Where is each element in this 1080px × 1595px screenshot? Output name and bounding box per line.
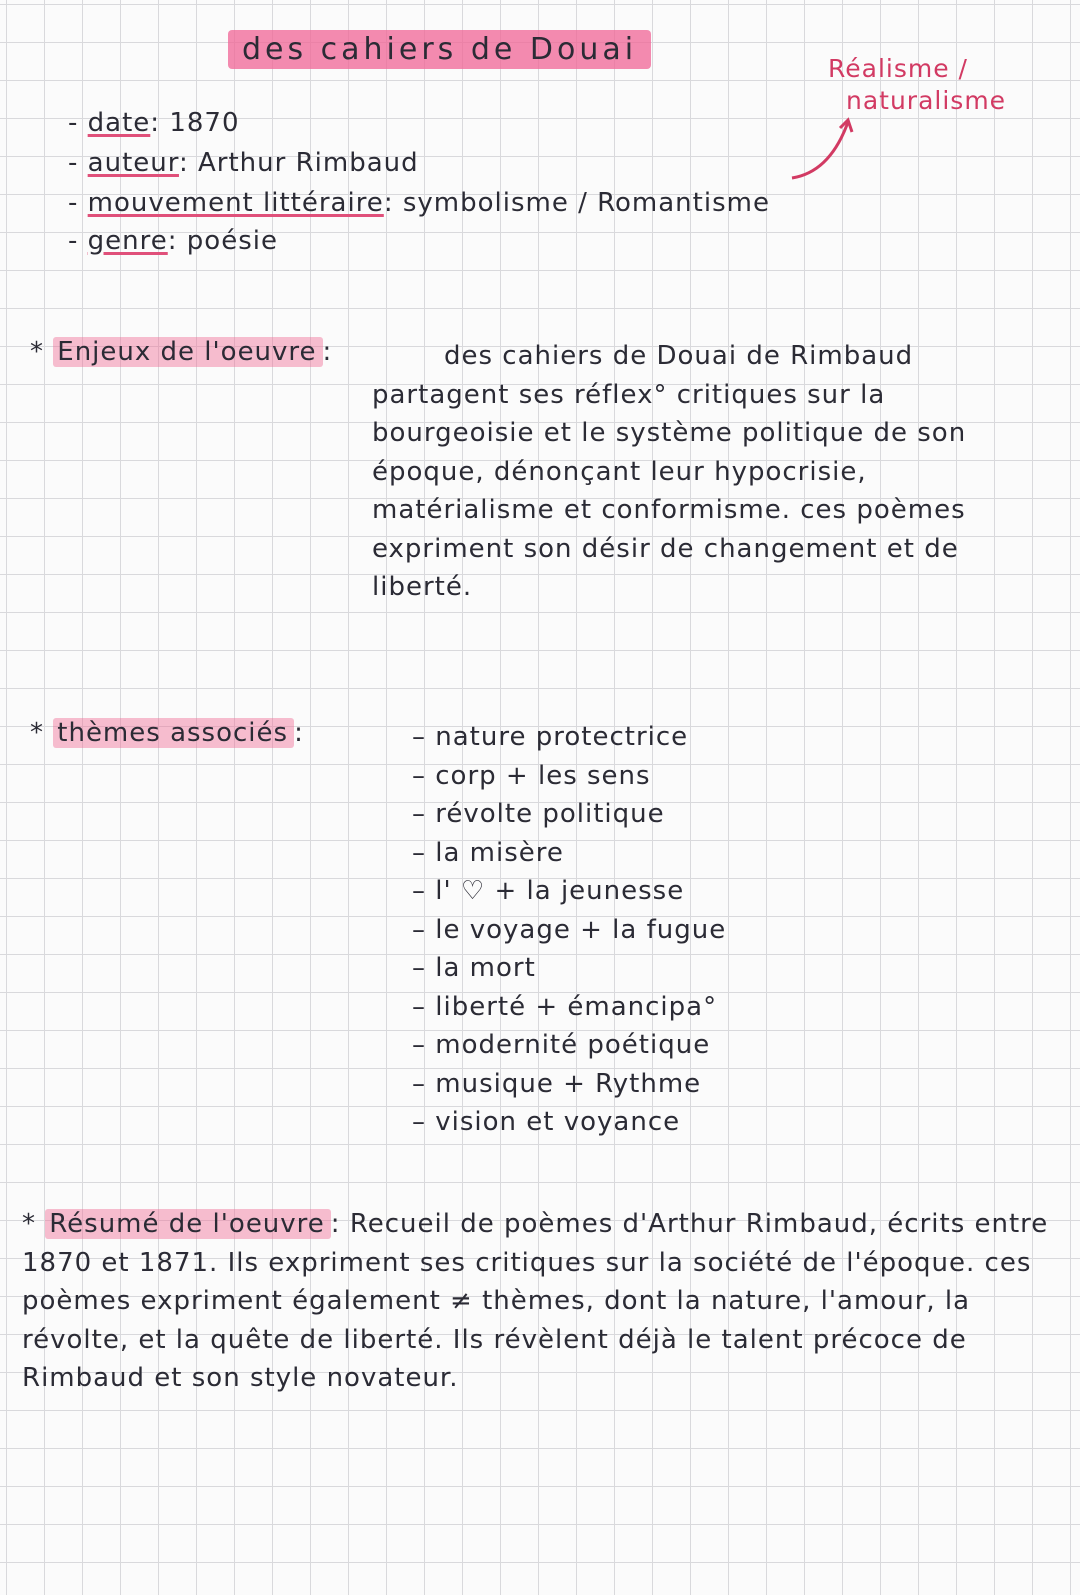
mouvement-label: mouvement littéraire bbox=[87, 188, 384, 218]
arrow-icon bbox=[790, 112, 860, 184]
themes-list bbox=[412, 718, 726, 1142]
enjeux-label: Enjeux de l'oeuvre bbox=[53, 337, 322, 367]
resume-label: Résumé de l'oeuvre bbox=[45, 1209, 331, 1239]
auteur-value: Arthur Rimbaud bbox=[198, 148, 419, 178]
enjeux-heading: * Enjeux de l'oeuvre : bbox=[30, 337, 333, 367]
resume-section: * Résumé de l'oeuvre : Recueil de poèmes d'Arthur Rimbaud, écrits entre 1870 et 1871. Ils expriment ses critiques sur la société de l'époque. ces poèmes expriment également ≠ thèmes, dont la nature, l'amour, la révolte, et la quête de liberté. Ils révèlent déjà le talent précoce de Rimbaud et son style novateur. bbox=[22, 1209, 1049, 1393]
info-auteur: - auteur: Arthur Rimbaud bbox=[68, 148, 419, 178]
theme-item: – musique + Rythme bbox=[412, 1065, 726, 1104]
date-label: date bbox=[87, 108, 151, 138]
auteur-label: auteur bbox=[87, 148, 179, 178]
info-mouvement: - mouvement littéraire: symbolisme / Romantisme bbox=[68, 188, 770, 218]
enjeux-text bbox=[372, 337, 1052, 607]
themes-label: thèmes associés bbox=[53, 718, 294, 748]
mouvement-value: symbolisme / Romantisme bbox=[402, 188, 770, 218]
theme-item: – révolte politique bbox=[412, 795, 726, 834]
theme-item: – nature protectrice bbox=[412, 718, 726, 757]
theme-item: – la misère bbox=[412, 834, 726, 873]
date-value: 1870 bbox=[169, 108, 240, 138]
themes-heading: * thèmes associés : bbox=[30, 718, 304, 748]
genre-value: poésie bbox=[186, 226, 278, 256]
page-title: des cahiers de Douai bbox=[228, 30, 651, 69]
side-note-naturalisme: naturalisme bbox=[846, 86, 1007, 115]
theme-item: – vision et voyance bbox=[412, 1103, 726, 1142]
theme-item: – liberté + émancipa° bbox=[412, 988, 726, 1027]
theme-item: – le voyage + la fugue bbox=[412, 911, 726, 950]
resume-text: Recueil de poèmes d'Arthur Rimbaud, écrits entre 1870 et 1871. Ils expriment ses critiques sur la société de l'époque. ces poèmes expriment également ≠ thèmes, dont la nature, l'amour, la révolte, et la quête de liberté. Ils révèlent déjà le talent précoce de Rimbaud et son style novateur. bbox=[22, 1209, 1049, 1393]
side-note-realisme: Réalisme / bbox=[828, 54, 968, 83]
info-genre: - genre: poésie bbox=[68, 226, 278, 256]
theme-item: – l' ♡ + la jeunesse bbox=[412, 872, 726, 911]
theme-item: – la mort bbox=[412, 949, 726, 988]
enjeux-paragraph: des cahiers de Douai de Rimbaud partagent ses réflex° critiques sur la bourgeoisie et le système politique de son époque, dénonçant leur hypocrisie, matérialisme et conformisme. ces poèmes expriment son désir de changement et de liberté. bbox=[372, 341, 967, 602]
theme-item: – modernité poétique bbox=[412, 1026, 726, 1065]
info-date: - date: 1870 bbox=[68, 108, 240, 138]
genre-label: genre bbox=[87, 226, 168, 256]
theme-item: – corp + les sens bbox=[412, 757, 726, 796]
